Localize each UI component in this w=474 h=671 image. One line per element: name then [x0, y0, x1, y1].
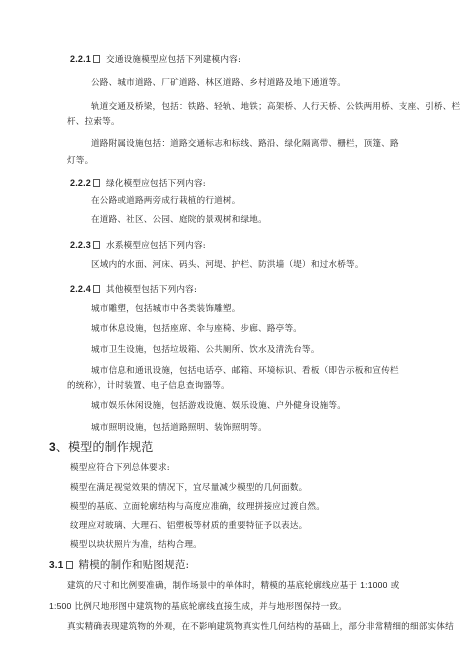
paragraph-line: 在公路或道路两旁成行栽植的行道树。: [91, 196, 241, 206]
paragraph-line: 城市休息设施，包括座席、伞与座椅、步廊、路亭等。: [91, 324, 303, 334]
paragraph-line: 模型应符合下列总体要求:: [70, 463, 170, 473]
section-title: 绿化模型应包括下列内容:: [106, 179, 206, 189]
section-2-2-2-heading: [70, 178, 206, 190]
paragraph-line: 的统称），计时装置、电子信息查询器等。: [67, 381, 230, 391]
section-number: 3.1: [49, 560, 64, 571]
section-number: 2.2.1: [70, 54, 92, 64]
section-2-2-3-heading: [70, 240, 206, 252]
checkbox-icon: [93, 285, 100, 293]
section-number: 3: [49, 440, 56, 454]
checkbox-icon: [66, 561, 73, 569]
paragraph-line: 道路附属设施包括：道路交通标志和标线、路沿、绿化隔离带、栅栏，顶篷、路: [91, 139, 399, 149]
section-title: 交通设施模型应包括下列建模内容:: [106, 55, 242, 65]
section-title: 其他模型包括下列内容:: [106, 285, 198, 295]
section-number: 2.2.3: [70, 240, 92, 250]
section-title: 水系模型应包括下列内容:: [106, 241, 206, 251]
paragraph-line: 模型以块状照片为准，结构合理。: [70, 540, 202, 550]
paragraph-line: 公路、城市道路、厂矿道路、林区道路、乡村道路及地下通道等。: [91, 78, 347, 88]
section-number: 2.2.4: [70, 284, 92, 294]
section-3-1-heading: [49, 559, 189, 572]
paragraph-line: 纹理应对玻璃、大理石、铝塑板等材质的重要特征予以表达。: [70, 521, 308, 531]
scale-ratio: 1:500: [49, 601, 72, 611]
paragraph-line: 模型在满足视觉效果的情况下，宜尽量减少模型的几何面数。: [70, 483, 308, 493]
section-number: 2.2.2: [70, 178, 92, 188]
paragraph-line: 模型的基底、立面轮廓结构与高度应准确，纹理拼接应过渡自然。: [70, 502, 326, 512]
paragraph-line: 轨道交通及桥梁，包括：铁路、轻轨、地铁；高架桥、人行天桥、公铁两用桥、支座、引桥、栏: [91, 102, 461, 112]
scale-ratio: 1:1000: [360, 580, 388, 590]
paragraph-line: [49, 601, 347, 613]
checkbox-icon: [93, 241, 100, 249]
paragraph-text: 建筑的尺寸和比例要准确，制作场景中的单体时，精模的基底轮廓线应基于: [67, 581, 361, 591]
section-title: 模型的制作规范: [68, 440, 154, 454]
section-3-heading: [49, 440, 153, 454]
paragraph-text: 比例尺地形图中建筑物的基底轮廓线直接生成，并与地形图保持一致。: [71, 602, 348, 612]
paragraph-line: 城市雕塑，包括城市中各类装饰雕塑。: [91, 304, 241, 314]
paragraph-line: 杆、拉索等。: [67, 117, 120, 127]
paragraph-line: 真实精确表现建筑物的外观，在不影响建筑物真实性几何结构的基础上，部分非常精细的细部实体结: [67, 622, 454, 632]
paragraph-line: 城市娱乐休闲设施，包括游戏设施、娱乐设施、户外健身设施等。: [91, 401, 347, 411]
checkbox-icon: [93, 55, 100, 63]
paragraph-line: 城市卫生设施，包括垃圾箱、公共厕所、饮水及清洗台等。: [91, 345, 320, 355]
checkbox-icon: [93, 179, 100, 187]
paragraph-line: [67, 580, 399, 592]
paragraph-line: 城市信息和通讯设施，包括电话亭、邮箱、环境标识、看板（即告示板和宣传栏: [91, 366, 399, 376]
paragraph-text: 或: [387, 581, 400, 591]
paragraph-line: 区域内的水面、河床、码头、河堤、护栏、防洪墙（堤）和过水桥等。: [91, 260, 364, 270]
section-title: 精模的制作和贴图规范:: [78, 559, 190, 571]
paragraph-line: 城市照明设施，包括道路照明、装饰照明等。: [91, 423, 267, 433]
section-2-2-4-heading: [70, 284, 197, 296]
section-separator: 、: [55, 440, 69, 454]
paragraph-line: 在道路、社区、公园、庭院的景观树和绿地。: [91, 215, 267, 225]
section-2-2-1-heading: [70, 54, 241, 66]
paragraph-line: 灯等。: [67, 156, 94, 166]
